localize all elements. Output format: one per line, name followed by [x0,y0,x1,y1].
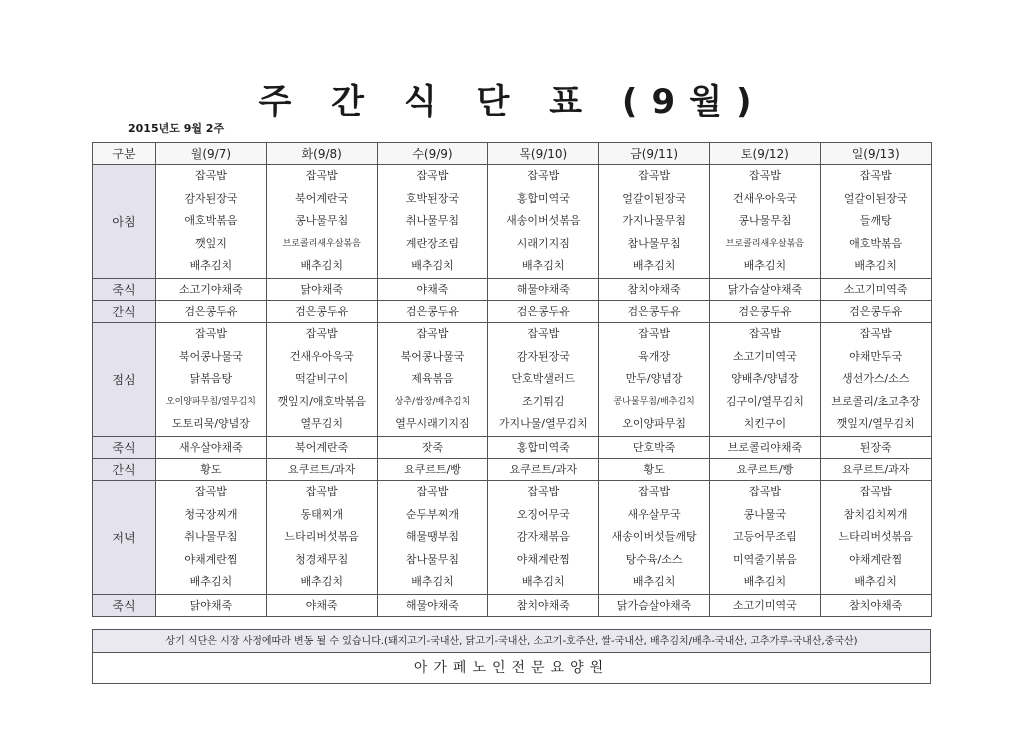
porridge-cell: 홍합미역죽 [488,436,599,458]
porridge-label: 죽식 [93,436,156,458]
menu-item: 배추김치 [300,259,343,273]
header-day: 수(9/9) [377,143,488,165]
menu-item: 배추김치 [411,259,454,273]
meal-cell [266,165,377,279]
menu-item: 깻잎지/열무김치 [836,417,915,431]
menu-item: 잡곡밥 [638,169,671,182]
header-row [93,143,932,165]
menu-item: 잡곡밥 [527,326,560,340]
menu-item: 새송이버섯볶음 [506,214,581,228]
meal-cell [599,480,710,594]
header-day: 금(9/11) [599,143,710,165]
menu-item: 잡곡밥 [305,169,338,182]
porridge-cell: 새우살야채죽 [156,436,267,458]
menu-item: 건새우아욱국 [733,191,797,205]
menu-item: 들깨탕 [859,214,892,228]
menu-item: 취나물무침 [184,530,238,544]
menu-item: 잡곡밥 [859,169,892,182]
snack-cell: 검은콩두유 [377,300,488,322]
menu-item: 호박된장국 [405,191,460,205]
menu-item: 배추김치 [522,259,565,273]
menu-item: 단호박샐러드 [511,372,576,386]
header-category: 구분 [93,143,156,165]
menu-item: 야채계란찜 [516,552,570,566]
menu-item: 잡곡밥 [527,169,560,182]
menu-item: 야채계란찜 [184,552,238,566]
snack-cell: 요쿠르트/과자 [266,458,377,480]
snack-cell: 검은콩두유 [156,300,267,322]
menu-item: 브로콜리새우살볶음 [282,238,361,249]
snack-cell: 황도 [599,458,710,480]
menu-item: 잡곡밥 [638,484,671,498]
menu-item: 느타리버섯볶음 [284,530,359,544]
snack-cell: 검은콩두유 [599,300,710,322]
menu-item: 참나물무침 [627,236,681,250]
menu-item: 가지나물무침 [622,214,686,228]
menu-item: 감자된장국 [184,191,238,205]
snack-label: 간식 [93,458,156,480]
snack-cell: 검은콩두유 [488,300,599,322]
meal-cell [599,165,710,279]
meal-cell [266,322,377,436]
menu-item: 배추김치 [632,259,676,273]
menu-item: 야채만두국 [849,349,903,363]
menu-item: 애호박볶음 [849,236,903,250]
header-day: 월(9/7) [156,143,267,165]
meal-cell [156,480,267,594]
porridge-cell: 해물야채죽 [377,594,488,616]
menu-item: 잡곡밥 [748,169,781,182]
menu-item: 배추김치 [522,575,565,589]
snack-cell: 황도 [156,458,267,480]
menu-item: 배추김치 [300,575,343,589]
porridge-cell: 소고기야채죽 [156,278,267,300]
menu-item: 배추김치 [411,575,454,589]
menu-item: 오이양파무침 [622,417,686,431]
snack-label: 간식 [93,300,156,322]
snack-cell: 요쿠르트/과자 [820,458,931,480]
menu-item: 소고기미역국 [733,349,797,363]
menu-item: 잡곡밥 [527,484,560,498]
menu-item: 잡곡밥 [194,169,227,182]
porridge-cell: 야채죽 [377,278,488,300]
menu-item: 치킨구이 [743,417,787,431]
menu-item: 배추김치 [854,575,897,589]
menu-item: 야채계란찜 [849,552,903,566]
porridge-row [93,594,932,616]
menu-item: 생선가스/소스 [841,372,910,386]
porridge-cell: 북어계란죽 [266,436,377,458]
week-label: 2015년도 9월 2주 [128,122,225,135]
menu-item: 시래기지짐 [516,236,570,250]
menu-item: 김구이/열무김치 [725,394,804,408]
snack-row [93,458,932,480]
lunch-row [93,322,932,436]
snack-cell: 요쿠르트/빵 [377,458,488,480]
menu-item: 배추김치 [743,575,787,589]
menu-item: 잡곡밥 [194,326,227,340]
porridge-label: 죽식 [93,594,156,616]
breakfast-row [93,165,932,279]
menu-table [92,142,932,617]
menu-item: 콩나물무침 [295,214,349,228]
porridge-cell: 닭가슴살야채죽 [599,594,710,616]
lunch-label: 점심 [93,322,156,436]
menu-item: 상추/쌈장/배추김치 [394,396,471,407]
porridge-cell: 참치야채죽 [488,594,599,616]
facility-name: 아가페노인전문요양원 [92,653,931,684]
menu-item: 계란장조림 [405,236,460,250]
meal-cell [820,322,931,436]
meal-cell [377,480,488,594]
menu-item: 얼갈이된장국 [843,191,908,205]
menu-item: 잡곡밥 [305,484,338,498]
meal-cell [599,322,710,436]
porridge-cell: 해물야채죽 [488,278,599,300]
dinner-row [93,480,932,594]
notice-text: 상기 식단은 시장 사정에따라 변동 될 수 있습니다.(돼지고기-국내산, 닭고기-국내산, 소고기-호주산, 쌀-국내산, 배추김치/배추-국내산, 고추가루-국내산,중국산) [92,629,931,653]
menu-item: 조기튀김 [522,394,565,408]
meal-cell [709,480,820,594]
breakfast-label: 아침 [93,165,156,279]
menu-item: 얼갈이된장국 [622,191,686,205]
menu-item: 해물땡부침 [405,530,460,544]
menu-item: 만두/양념장 [625,372,683,386]
menu-item: 고등어무조림 [733,530,797,544]
meal-cell [488,322,599,436]
menu-item: 배추김치 [632,575,676,589]
porridge-cell: 된장죽 [820,436,931,458]
menu-item: 건새우아욱국 [289,349,354,363]
page-title: 주 간 식 단 표 (9월) [258,82,766,122]
menu-item: 참나물무침 [405,552,460,566]
menu-item: 배추김치 [854,259,897,273]
menu-item: 떡갈비구이 [295,372,349,386]
porridge-cell: 닭야채죽 [266,278,377,300]
meal-cell [266,480,377,594]
menu-item: 동태찌개 [300,507,343,521]
meal-cell [820,165,931,279]
menu-item: 취나물무침 [405,214,460,228]
menu-item: 오이양파무침/열무김치 [165,396,256,407]
menu-item: 잡곡밥 [416,326,449,340]
menu-item: 잡곡밥 [194,484,227,498]
header-day: 일(9/13) [820,143,931,165]
meal-cell [156,165,267,279]
porridge-cell: 소고기미역국 [709,594,820,616]
menu-item: 새우살무국 [627,507,681,521]
menu-item: 콩나물국 [743,507,787,521]
snack-cell: 요쿠르트/빵 [709,458,820,480]
meal-cell [488,165,599,279]
snack-cell: 요쿠르트/과자 [488,458,599,480]
menu-item: 잡곡밥 [748,326,781,340]
menu-item: 북어계란국 [295,191,349,205]
meal-cell [488,480,599,594]
menu-item: 콩나물무침/배추김치 [613,396,695,407]
menu-item: 느타리버섯볶음 [838,530,913,544]
meal-cell [377,322,488,436]
menu-item: 청국장찌개 [184,507,238,521]
menu-item: 잡곡밥 [305,326,338,340]
snack-cell: 검은콩두유 [709,300,820,322]
meal-cell [156,322,267,436]
snack-cell: 검은콩두유 [820,300,931,322]
header-day: 화(9/8) [266,143,377,165]
menu-item: 브로콜리새우살볶음 [725,238,804,249]
menu-item: 잡곡밥 [638,326,671,340]
menu-item: 잡곡밥 [859,484,892,498]
meal-cell [377,165,488,279]
menu-item: 청경채무침 [295,552,349,566]
menu-item: 탕수육/소스 [625,552,683,566]
menu-item: 잡곡밥 [859,326,892,340]
porridge-cell: 소고기미역죽 [820,278,931,300]
menu-item: 잡곡밥 [416,169,449,182]
menu-item: 감자채볶음 [516,530,570,544]
porridge-cell: 참치야채죽 [599,278,710,300]
menu-item: 제육볶음 [411,372,454,386]
porridge-row [93,278,932,300]
menu-item: 도토리묵/양념장 [171,417,250,431]
menu-item: 열무시래기지짐 [395,417,470,431]
menu-item: 깻잎지/애호박볶음 [277,394,367,408]
header-day: 목(9/10) [488,143,599,165]
menu-item: 애호박볶음 [184,214,238,228]
porridge-cell: 참치야채죽 [820,594,931,616]
menu-item: 열무김치 [300,417,343,431]
snack-row [93,300,932,322]
meal-cell [709,165,820,279]
menu-item: 배추김치 [189,259,233,273]
menu-item: 잡곡밥 [748,484,781,498]
menu-item: 잡곡밥 [416,484,449,498]
menu-item: 양배추/양념장 [731,372,799,386]
meal-cell [709,322,820,436]
dinner-label: 저녁 [93,480,156,594]
menu-item: 브로콜리/초고추장 [831,394,921,408]
porridge-cell: 잣죽 [377,436,488,458]
meal-cell [820,480,931,594]
menu-item: 홍합미역국 [516,191,570,205]
porridge-cell: 단호박죽 [599,436,710,458]
menu-item: 순두부찌개 [405,507,460,521]
snack-cell: 검은콩두유 [266,300,377,322]
porridge-cell: 야채죽 [266,594,377,616]
porridge-cell: 닭가슴살야채죽 [709,278,820,300]
porridge-row [93,436,932,458]
menu-item: 가지나물/열무김치 [498,417,588,431]
porridge-cell: 닭야채죽 [156,594,267,616]
menu-item: 미역줄기볶음 [733,552,797,566]
porridge-label: 죽식 [93,278,156,300]
menu-item: 배추김치 [743,259,787,273]
menu-item: 참치김치찌개 [843,507,908,521]
menu-item: 새송이버섯들깨탕 [611,530,697,544]
menu-item: 닭볶음탕 [189,372,233,386]
menu-item: 북어콩나물국 [179,349,243,363]
menu-item: 콩나물무침 [738,214,792,228]
header-day: 토(9/12) [709,143,820,165]
menu-item: 육개장 [638,349,671,363]
menu-item: 깻잎지 [194,236,227,250]
menu-item: 배추김치 [189,575,233,589]
menu-item: 오징어무국 [516,507,570,521]
porridge-cell: 브로콜리야채죽 [709,436,820,458]
menu-item: 감자된장국 [516,349,570,363]
menu-item: 북어콩나물국 [400,349,465,363]
